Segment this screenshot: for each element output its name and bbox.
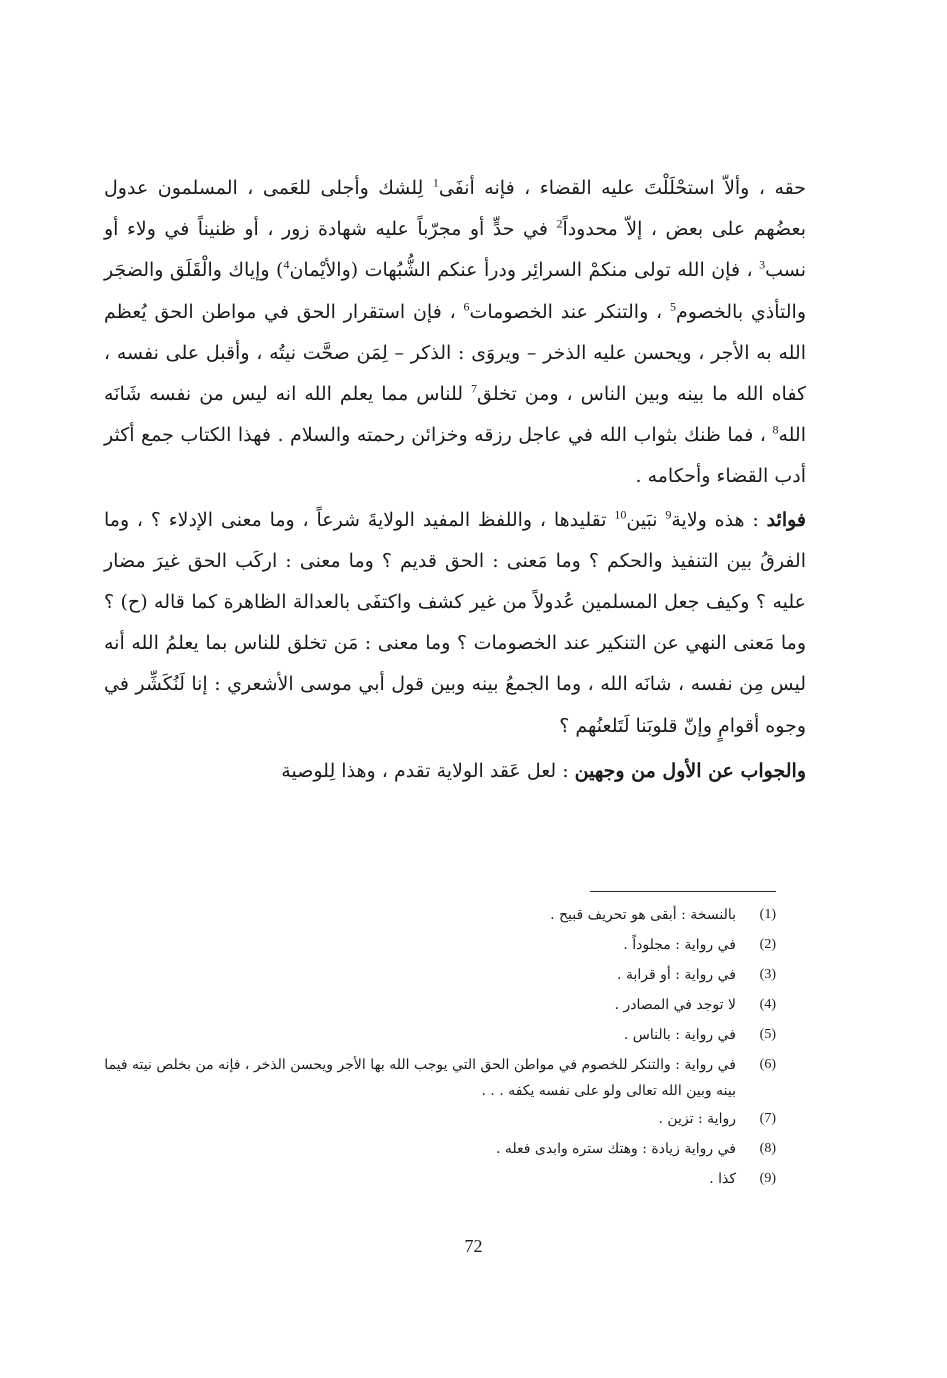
footnote-text: في رواية : بالناس . (623, 1027, 736, 1043)
paragraph: حقه ، وألاّ استحْلَلْتَ عليه القضاء ، فإنه أنفَى$^1$ لِلشك وأجلى للعَمى ، المسلمون عدول بعضُهم على بعض ، إلاّ محدوداً$^2$ في حدٍّ أو مجرّباً عليه شهادة زور ، أو ظنيناً في ولاء أو نسب$^3$ ، فإن الله تولى منكمْ السرائِر ودرأ عنكم الشُّبُهات (والأيْمان$^4$) وإياك والْقَلَق والضجَر والتأذي بالخصوم$^5$ ، والتنكر عند الخصومات$^6$ ، فإن استقرار الحق في مواطن الحق يُعظم الله به الأجر ، ويحسن عليه الذخر – ويروَى : الذكر – لِمَن صحَّت نيتُه ، وأقبل على نفسه ، كفاه الله ما بينه وبين الناس ، ومن تخلق$^7$ للناس مما يعلم الله انه ليس من نفسه شَانَه الله$^8$ ، فما ظنك بثواب الله في عاجل رزقه وخزائن رحمته والسلام . فهذا الكتاب جمع أكثر أدب القضاء وأحكامه . (104, 175, 807, 488)
footnote-ref[interactable]: 3 (759, 258, 766, 273)
footnote-number: (7) (759, 1111, 776, 1126)
footnote-number: (4) (759, 997, 776, 1012)
footnote-text: رواية : تزين . (658, 1111, 736, 1127)
footnote-ref[interactable]: 10 (614, 507, 627, 522)
footnote (104, 1104, 776, 1134)
footnote-text: في رواية : أو قرابة . (617, 967, 736, 983)
footnote (104, 900, 776, 930)
footnote-text: في رواية : مجلوداً . (623, 937, 736, 953)
footnote-text: في رواية زيادة : وهتك ستره وابدى فعله . (495, 1141, 736, 1157)
footnote-ref[interactable]: 2 (556, 216, 563, 231)
footnote (104, 930, 776, 960)
footnote-ref[interactable]: 7 (471, 381, 478, 396)
paragraph: والجواب عن الأول من وجهين : لعل عَقد الولاية تقدم ، وهذا لِلوصية (281, 759, 806, 782)
footnote (104, 1164, 776, 1194)
footnote-number: (5) (759, 1027, 776, 1042)
footnote-text: كذا . (709, 1171, 736, 1187)
page-number: 72 (464, 1236, 483, 1256)
footnotes-list (104, 900, 776, 1194)
footnote (104, 960, 776, 990)
footnote-text: لا توجد في المصادر . (614, 997, 736, 1013)
footnote (104, 1050, 776, 1104)
footnote (104, 1134, 776, 1164)
footnote-ref[interactable]: 9 (665, 507, 672, 522)
footnote-ref[interactable]: 5 (669, 299, 676, 314)
footnote-number: (6) (759, 1057, 776, 1072)
paragraph: فوائد : هذه ولاية$^9$ نبَين$^{10}$ تقليدها ، واللفظ المفيد الولايةَ شرعاً ، وما معنى الإدلاء ؟ ، وما الفرقُ بين التنفيذ والحكم ؟ وما مَعنى : الحق قديم ؟ وما معنى : اركَب الحق غيرَ مضار عليه ؟ وكيف جعل المسلمين عُدولاً من غير كشف واكتفَى بالعدالة الظاهرة كما قاله (ح) ؟ وما مَعنى النهي عن التنكير عند الخصومات ؟ وما معنى : مَن تخلق للناس بما يعلمُ الله أنه ليس مِن نفسه ، شانَه الله ، وما الجمعُ بينه وبين قول أبي موسى الأشعري : إنا لَنُكَشِّر في وجوه أقوامٍ وإنّ قلوبَنا لَتَلعنُهم ؟ (104, 507, 807, 737)
footnote-number: (3) (759, 967, 776, 982)
footnote-text: في رواية : والتنكر للخصوم في مواطن الحق التي يوجب الله بها الأجر ويحسن الذخر ، فإنه من بخلص نيته فيما بينه وبين الله تعالى ولو على نفسه يكفه . . . (104, 1057, 736, 1099)
footnote-divider (590, 891, 776, 892)
main-text (104, 168, 806, 792)
footnote-number: (9) (759, 1171, 776, 1186)
footnote (104, 1020, 776, 1050)
footnote-number: (1) (759, 907, 776, 922)
footnote-ref[interactable]: 1 (432, 175, 439, 190)
footnote-ref[interactable]: 6 (463, 299, 470, 314)
footnote-ref[interactable]: 8 (772, 422, 779, 437)
footnote (104, 990, 776, 1020)
footnote-number: (2) (759, 937, 776, 952)
paragraph-lead: والجواب عن الأول من وجهين (574, 759, 806, 782)
footnote-ref[interactable]: 4 (283, 258, 290, 273)
footnote-text: بالنسخة : أبقى هو تحريف قبيح . (550, 907, 736, 923)
footnote-number: (8) (759, 1141, 776, 1156)
paragraph-lead: فوائد (766, 508, 807, 531)
